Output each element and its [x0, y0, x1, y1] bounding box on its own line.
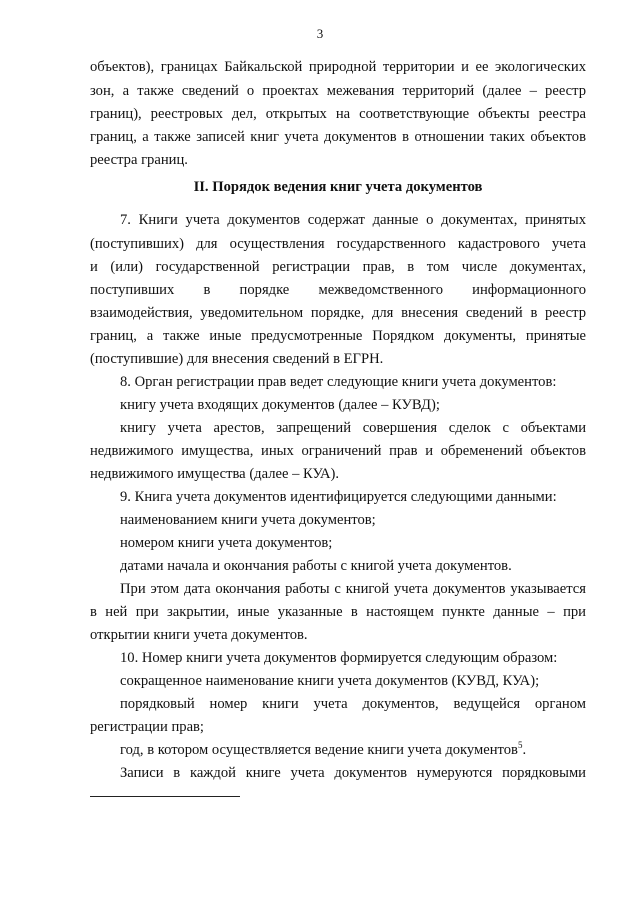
- footnote-reference: 5: [517, 740, 523, 751]
- kua-item-line: книгу учета арестов, запрещений совершения сделок с объектами: [120, 420, 586, 436]
- paragraph-9: 9. Книга учета документов идентифицируется следующими данными:: [120, 489, 557, 505]
- paragraph-10-item-line: порядковый номер книги учета документов, ведущейся органом: [120, 696, 586, 712]
- year-item-text: год, в котором осуществляется ведение книги учета документов: [120, 742, 518, 758]
- paragraph-7-line: поступивших в порядке межведомственного информационного: [90, 282, 586, 298]
- paragraph-7-line: и (или) государственной регистрации прав, в том числе документах,: [90, 259, 586, 275]
- footnote-divider: [90, 796, 240, 797]
- intro-line: реестра границ.: [90, 152, 188, 168]
- section-title: II. Порядок ведения книг учета документов: [193, 179, 483, 195]
- paragraph-9-note-line: При этом дата окончания работы с книгой учета документов указывается: [120, 581, 586, 597]
- year-item-end: .: [522, 742, 527, 758]
- intro-line: зон, а также сведений о проектах межевания территорий (далее – реестр: [90, 83, 586, 99]
- paragraph-9-item: наименованием книги учета документов;: [120, 512, 376, 528]
- paragraph-10: 10. Номер книги учета документов формируется следующим образом:: [120, 650, 558, 666]
- paragraph-7-line: (поступившие) для внесения сведений в ЕГРН.: [90, 351, 384, 367]
- intro-line: границ), реестровых дел, открытых на соответствующие объекты реестра: [90, 106, 586, 122]
- kua-item-line: недвижимого имущества, иных ограничений прав и обременений объектов: [90, 443, 586, 459]
- paragraph-9-item: датами начала и окончания работы с книгой учета документов.: [120, 558, 512, 574]
- page-number: 3: [316, 26, 324, 41]
- intro-line: границ, а также записей книг учета документов в отношении таких объектов: [90, 129, 586, 145]
- paragraph-10-item: сокращенное наименование книги учета документов (КУВД, КУА);: [120, 673, 540, 689]
- paragraph-10-year-item: [120, 740, 586, 760]
- paragraph-7-line: границ, а также иные предусмотренные Порядком документы, принятые: [90, 328, 586, 344]
- paragraph-7-line: (поступивших) для осуществления государственного кадастрового учета: [90, 236, 586, 252]
- kua-item-line: недвижимого имущества (далее – КУА).: [90, 466, 340, 482]
- kuvd-item: книгу учета входящих документов (далее – КУВД);: [120, 397, 440, 413]
- paragraph-8: 8. Орган регистрации прав ведет следующие книги учета документов:: [120, 374, 557, 390]
- intro-line: объектов), границах Байкальской природной территории и ее экологических: [90, 59, 586, 75]
- paragraph-10-records-line: Записи в каждой книге учета документов нумеруются порядковыми: [120, 765, 586, 781]
- paragraph-9-note-line: в ней при закрытии, иные указанные в настоящем пункте данные – при: [90, 604, 586, 620]
- paragraph-7-line: взаимодействия, уведомительном порядке, для внесения сведений в реестр: [90, 305, 586, 321]
- paragraph-7-line: 7. Книги учета документов содержат данные о документах, принятых: [120, 212, 586, 228]
- paragraph-10-item-line: регистрации прав;: [90, 719, 204, 735]
- paragraph-9-item: номером книги учета документов;: [120, 535, 333, 551]
- paragraph-9-note-line: открытии книги учета документов.: [90, 627, 308, 643]
